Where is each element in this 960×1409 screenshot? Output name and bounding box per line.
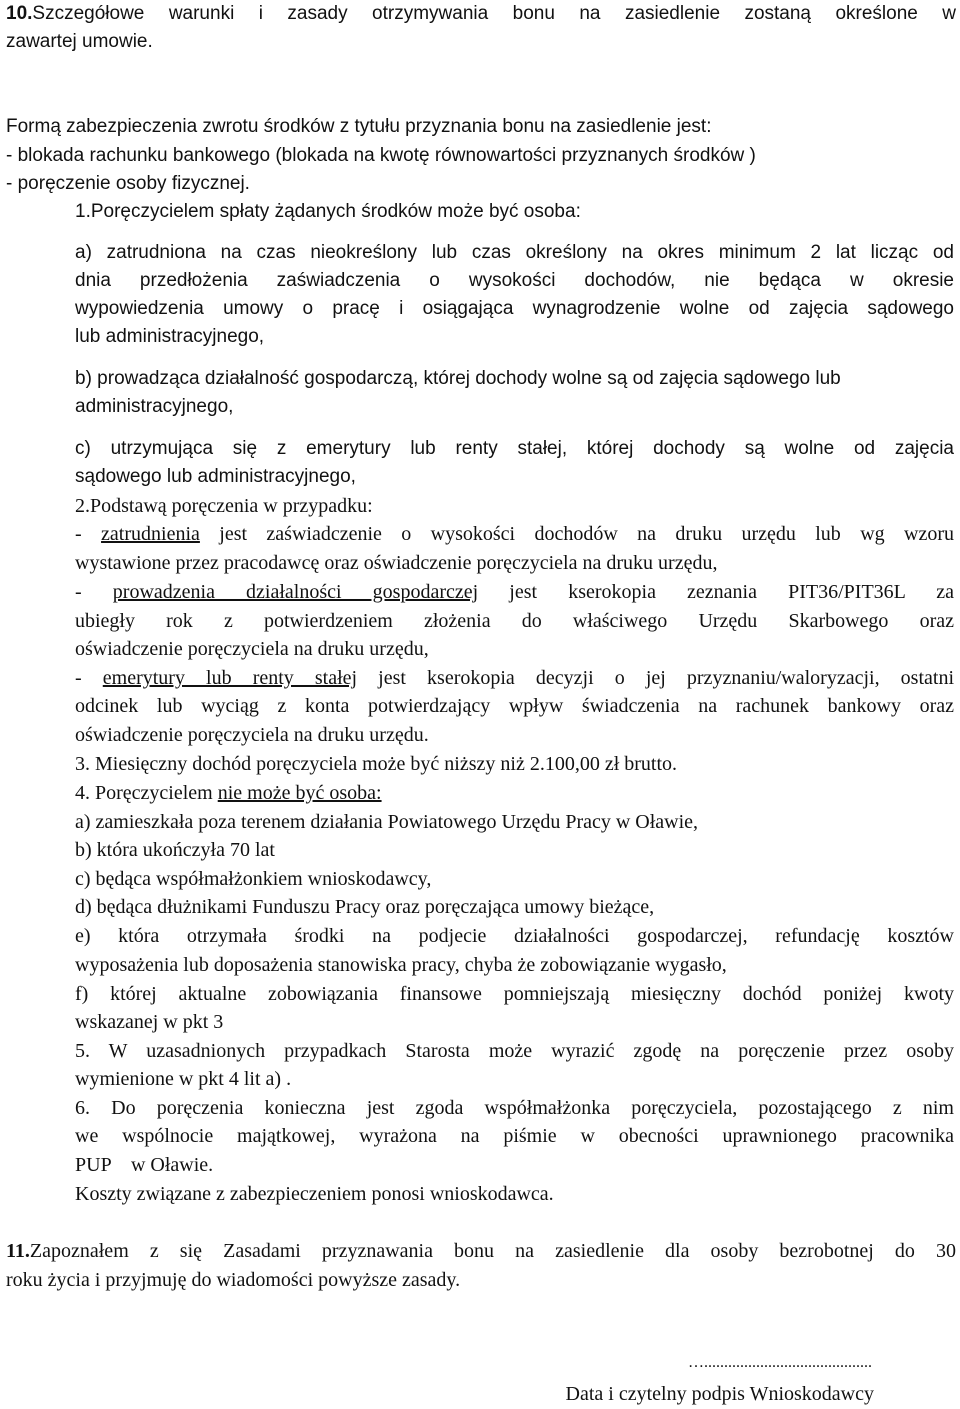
basis-employment-line-2: wystawione przez pracodawcę oraz oświadczenie poręczyciela na druku urzędu,	[75, 552, 718, 574]
excluded-4e-line-2: wyposażenia lub doposażenia stanowiska pracy, chyba że zobowiązanie wygasło,	[75, 954, 727, 976]
section-11-number: 11.	[6, 1240, 30, 1262]
guarantor-1b-line-1: b) prowadząca działalność gospodarczą, której dochody wolne są od zajęcia sądowego lub	[75, 368, 841, 389]
section-11-line-1	[6, 1237, 956, 1265]
point-4-prefix: 4. Poręczycielem	[75, 782, 218, 804]
guarantor-point-5-line-2: wymienione w pkt 4 lit a) .	[75, 1068, 292, 1090]
excluded-4f-line-2: wskazanej w pkt 3	[75, 1011, 224, 1033]
basis-employment-line-1	[75, 520, 954, 548]
section-11-line-2: roku życia i przyjmuję do wiadomości powyższe zasady.	[6, 1269, 461, 1291]
section-10-line-2: zawartej umowie.	[6, 31, 153, 52]
guarantor-point-5-line-1: 5. W uzasadnionych przypadkach Starosta może wyrazić zgodę na poręczenie przez osoby	[75, 1040, 954, 1062]
basis-pension-line-3: oświadczenie poręczyciela na druku urzędu.	[75, 724, 429, 746]
guarantor-1a-line-2: dnia przedłożenia zaświadczenia o wysokości dochodów, nie będąca w okresie	[75, 270, 954, 291]
guarantor-1a-line-3: wypowiedzenia umowy o pracę i osiągająca wynagrodzenie wolne od zajęcia sądowego	[75, 298, 954, 319]
guarantor-1c-line-1: c) utrzymująca się z emerytury lub renty stałej, której dochody są wolne od zajęcia	[75, 438, 954, 459]
excluded-4c: c) będąca współmałżonkiem wnioskodawcy,	[75, 868, 432, 890]
guarantor-point-1-heading: 1.Poręczycielem spłaty żądanych środków może być osoba:	[75, 201, 581, 222]
basis-pension-line-2: odcinek lub wyciąg z konta potwierdzający wpływ świadczenia na rachunek bankowy oraz	[75, 695, 954, 717]
guarantor-point-6-line-3: PUP w Oławie.	[75, 1154, 214, 1176]
basis-business-term: prowadzenia działalności gospodarczej	[112, 581, 479, 603]
guarantor-point-4-heading	[75, 779, 382, 807]
costs-note: Koszty związane z zabezpieczeniem ponosi wnioskodawca.	[75, 1183, 554, 1205]
guarantor-1a-line-4: lub administracyjnego,	[75, 326, 265, 347]
basis-business-text: jest kserokopia zeznania PIT36/PIT36L za	[478, 581, 954, 603]
basis-business-line-2: ubiegły rok z potwierdzeniem złożenia do właściwego Urzędu Skarbowego oraz	[75, 610, 954, 632]
section-10-line-1	[6, 0, 956, 28]
basis-business-line-1	[75, 578, 954, 606]
guarantor-point-3: 3. Miesięczny dochód poręczyciela może być niższy niż 2.100,00 zł brutto.	[75, 753, 678, 775]
basis-pension-term: emerytury lub renty stałej	[102, 667, 358, 689]
guarantor-point-2-heading: 2.Podstawą poręczenia w przypadku:	[75, 495, 373, 517]
point-4-underlined: nie może być osoba:	[217, 782, 382, 804]
basis-pension-text: jest kserokopia decyzji o jej przyznaniu/waloryzacji, ostatni	[357, 667, 955, 689]
guarantor-1c-line-2: sądowego lub administracyjnego,	[75, 466, 356, 487]
basis-employment-term: zatrudnienia	[101, 523, 200, 545]
security-intro: Formą zabezpieczenia zwrotu środków z tytułu przyznania bonu na zasiedlenie jest:	[6, 116, 712, 137]
dash: -	[75, 667, 103, 689]
section-10-text: Szczegółowe warunki i zasady otrzymywania bonu na zasiedlenie zostaną określone w	[32, 3, 956, 24]
dash: -	[75, 581, 113, 603]
basis-pension-line-1	[75, 664, 954, 692]
guarantor-point-6-line-2: we wspólnocie majątkowej, wyrażona na piśmie w obecności uprawnionego pracownika	[75, 1125, 954, 1147]
security-option-blokada: - blokada rachunku bankowego (blokada na kwotę równowartości przyznanych środków )	[6, 145, 756, 166]
excluded-4b: b) która ukończyła 70 lat	[75, 839, 275, 861]
basis-business-line-3: oświadczenie poręczyciela na druku urzędu,	[75, 638, 429, 660]
security-option-poreczenie: - poręczenie osoby fizycznej.	[6, 173, 250, 194]
excluded-4e-line-1: e) która otrzymała środki na podjecie działalności gospodarczej, refundację kosztów	[75, 925, 954, 947]
guarantor-1b-line-2: administracyjnego,	[75, 396, 234, 417]
basis-employment-text: jest zaświadczenie o wysokości dochodów na druku urzędu lub wg wzoru	[199, 523, 954, 545]
section-10-number: 10.	[6, 3, 33, 24]
excluded-4d: d) będąca dłużnikami Funduszu Pracy oraz poręczająca umowy bieżące,	[75, 896, 655, 918]
guarantor-point-6-line-1: 6. Do poręczenia konieczna jest zgoda współmałżonka poręczyciela, pozostającego z nim	[75, 1097, 954, 1119]
signature-label: Data i czytelny podpis Wnioskodawcy	[565, 1383, 874, 1405]
section-11-text: Zapoznałem z się Zasadami przyznawania bonu na zasiedlenie dla osoby bezrobotnej do 30	[29, 1240, 956, 1262]
dash: -	[75, 523, 102, 545]
excluded-4a: a) zamieszkała poza terenem działania Powiatowego Urzędu Pracy w Oławie,	[75, 811, 699, 833]
signature-dots: …..........................................	[688, 1354, 872, 1371]
guarantor-1a-line-1: a) zatrudniona na czas nieokreślony lub czas określony na okres minimum 2 lat licząc od	[75, 242, 954, 263]
excluded-4f-line-1: f) której aktualne zobowiązania finansowe pomniejszają miesięczny dochód poniżej kwoty	[75, 983, 954, 1005]
